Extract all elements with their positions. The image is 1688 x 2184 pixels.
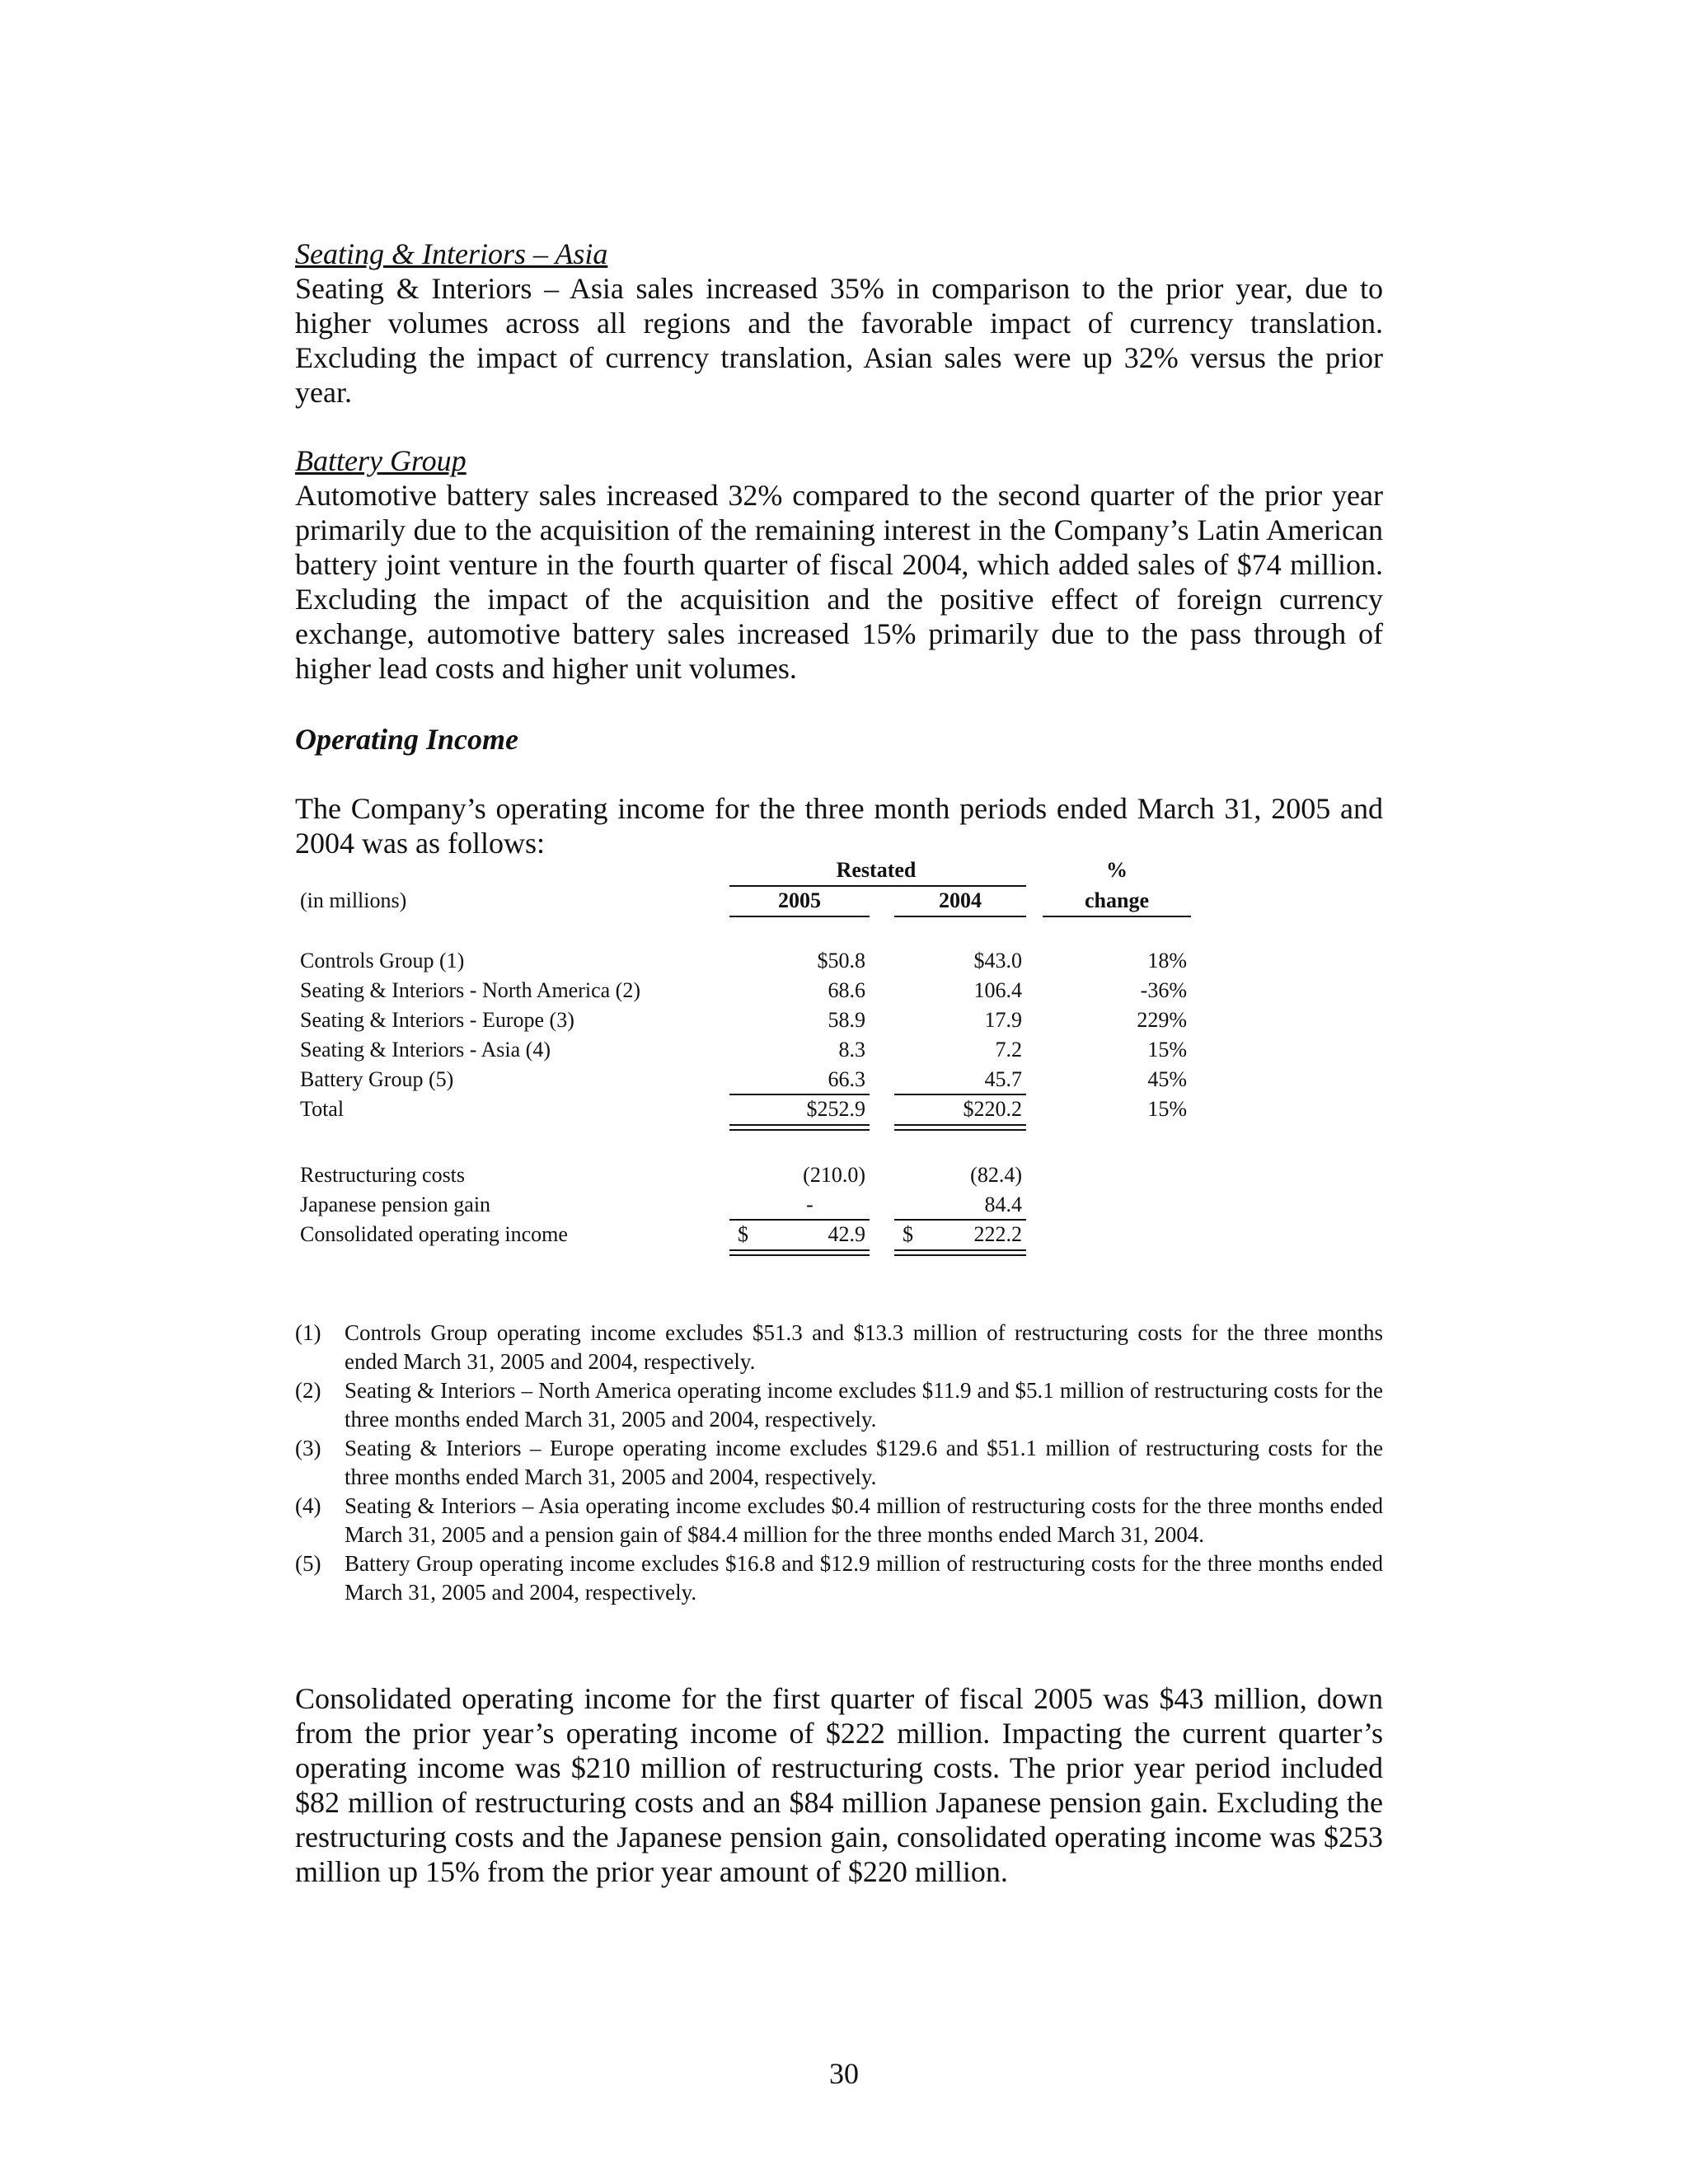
table-cell-2004: 7.2 xyxy=(995,1038,1022,1062)
consolidated-rule-2004 xyxy=(894,1219,1026,1221)
table-cell-2005: $252.9 xyxy=(806,1097,865,1121)
total-double-rule-2004-b xyxy=(894,1129,1026,1131)
table-cell-2004: 17.9 xyxy=(984,1008,1022,1032)
pct-header-top: % xyxy=(1106,858,1128,882)
table-cell-change: 15% xyxy=(1147,1038,1187,1062)
footnote xyxy=(295,1549,1383,1607)
table-cell-2005: 68.6 xyxy=(828,978,865,1002)
consolidated-double-rule-2005-b xyxy=(729,1254,870,1256)
table-cell-change: 15% xyxy=(1147,1097,1187,1121)
table-cell-change: 18% xyxy=(1147,949,1187,972)
consolidated-double-rule-2004-a xyxy=(894,1249,1026,1251)
table-row-label: Consolidated operating income xyxy=(300,1222,568,1246)
battery-paragraph: Automotive battery sales increased 32% compared to the second quarter of the prior year primarily due to the acquisition of the remaining interest in the Company’s Latin American battery joint venture in the fourth quarter of fiscal 2004, which added sales of $74 million. Excluding the impact of the acquisition and the positive effect of foreign currency exchange, automotive battery sales increased 15% primarily due to the pass through of higher lead costs and higher unit volumes. xyxy=(295,479,1383,685)
table-cell-2005: $50.8 xyxy=(817,949,865,972)
table-row-label: Total xyxy=(300,1097,345,1121)
page-number: 30 xyxy=(829,2057,859,2090)
total-double-rule-2005-a xyxy=(729,1124,870,1126)
footnote-text: Seating & Interiors – North America operating income excludes $11.9 and $5.1 million of restructuring costs for the three months ended March 31, 2005 and 2004, respectively. xyxy=(345,1378,1383,1432)
footnote-text: Controls Group operating income excludes $51.3 and $13.3 million of restructuring costs for the three months ended March 31, 2005 and 2004, respectively. xyxy=(345,1320,1383,1374)
footnote-text: Battery Group operating income excludes $16.8 and $12.9 million of restructuring costs for the three months ended March 31, 2005 and 2004, respectively. xyxy=(345,1551,1383,1605)
footnote-number: (2) xyxy=(295,1378,321,1403)
col-2004-rule xyxy=(894,916,1026,917)
pct-rule xyxy=(1043,916,1191,917)
footnote xyxy=(295,1376,1383,1434)
col-2004-header: 2004 xyxy=(939,888,982,912)
consolidated-rule-2005 xyxy=(729,1219,870,1221)
table-cell-2004: 45.7 xyxy=(984,1067,1022,1091)
table-cell-2004: (82.4) xyxy=(970,1163,1022,1187)
asia-heading: Seating & Interiors – Asia xyxy=(295,237,608,270)
footnote xyxy=(295,1492,1383,1549)
consolidated-double-rule-2005-a xyxy=(729,1249,870,1251)
consolidated-double-rule-2004-b xyxy=(894,1254,1026,1256)
closing-paragraph: Consolidated operating income for the first quarter of fiscal 2005 was $43 million, down from the prior year’s operating income of $222 million. Impacting the current quarter’s operating income was $210 million of restructuring costs. The prior year period included $82 million of restructuring costs and an $84 million Japanese pension gain. Excluding the restructuring costs and the Japanese pension gain, consolidated operating income was $253 million up 15% from the prior year amount of $220 million. xyxy=(295,1682,1383,1888)
table-row-label: Controls Group (1) xyxy=(300,949,465,972)
subtotal-rule-2005 xyxy=(729,1094,870,1095)
table-row-label: Seating & Interiors - Asia (4) xyxy=(300,1038,551,1062)
table-cell-2004: 106.4 xyxy=(973,978,1022,1002)
table-row-label: Battery Group (5) xyxy=(300,1067,454,1091)
restated-rule xyxy=(729,885,1026,887)
footnote-text: Seating & Interiors – Asia operating income excludes $0.4 million of restructuring costs for the three months ended March 31, 2005 and a pension gain of $84.4 million for the three months ended March 31, 2004. xyxy=(345,1493,1383,1547)
table-row-label: Restructuring costs xyxy=(300,1163,466,1187)
table-cell-2005: 42.9 xyxy=(828,1222,865,1246)
operating-income-intro: The Company’s operating income for the three month periods ended March 31, 2005 and 2004 was as follows: xyxy=(295,792,1383,860)
pct-header-bottom: change xyxy=(1085,888,1149,912)
table-cell-change: 229% xyxy=(1137,1008,1187,1032)
footnote-number: (3) xyxy=(295,1436,321,1460)
footnote-number: (4) xyxy=(295,1493,321,1518)
restated-header: Restated xyxy=(836,858,917,882)
table-cell-2005: - xyxy=(806,1193,814,1216)
battery-heading: Battery Group xyxy=(295,444,467,477)
table-row-label: Seating & Interiors - Europe (3) xyxy=(300,1008,574,1032)
total-double-rule-2004-a xyxy=(894,1124,1026,1126)
footnote xyxy=(295,1319,1383,1376)
table-row-label: Japanese pension gain xyxy=(300,1193,491,1216)
footnote-number: (1) xyxy=(295,1320,321,1345)
col-2005-header: 2005 xyxy=(778,888,821,912)
table-cell-2004: $220.2 xyxy=(963,1097,1022,1121)
table-cell-change: -36% xyxy=(1140,978,1187,1002)
col-2005-rule xyxy=(729,916,870,917)
table-cell-2004: 222.2 xyxy=(973,1222,1022,1246)
currency-symbol-2005: $ xyxy=(738,1222,748,1246)
table-cell-2004: $43.0 xyxy=(973,949,1022,972)
table-cell-2005: 8.3 xyxy=(838,1038,865,1062)
footnote xyxy=(295,1434,1383,1492)
table-cell-2005: (210.0) xyxy=(803,1163,865,1187)
table-row-label: Seating & Interiors - North America (2) xyxy=(300,978,640,1002)
footnote-text: Seating & Interiors – Europe operating income excludes $129.6 and $51.1 million of restructuring costs for the three months ended March 31, 2005 and 2004, respectively. xyxy=(345,1436,1383,1489)
table-cell-2005: 58.9 xyxy=(828,1008,865,1032)
footnotes xyxy=(295,1319,1383,1607)
subtotal-rule-2004 xyxy=(894,1094,1026,1095)
total-double-rule-2005-b xyxy=(729,1129,870,1131)
table-cell-2005: 66.3 xyxy=(828,1067,865,1091)
currency-symbol-2004: $ xyxy=(903,1222,913,1246)
footnote-number: (5) xyxy=(295,1551,321,1576)
operating-income-heading: Operating Income xyxy=(295,723,519,756)
unit-label: (in millions) xyxy=(300,888,407,912)
table-cell-change: 45% xyxy=(1147,1067,1187,1091)
asia-paragraph: Seating & Interiors – Asia sales increased 35% in comparison to the prior year, due to higher volumes across all regions and the favorable impact of currency translation. Excluding the impact of currency translation, Asian sales were up 32% versus the prior year. xyxy=(295,272,1383,409)
table-cell-2004: 84.4 xyxy=(984,1193,1022,1216)
operating-income-table xyxy=(295,857,1202,1269)
